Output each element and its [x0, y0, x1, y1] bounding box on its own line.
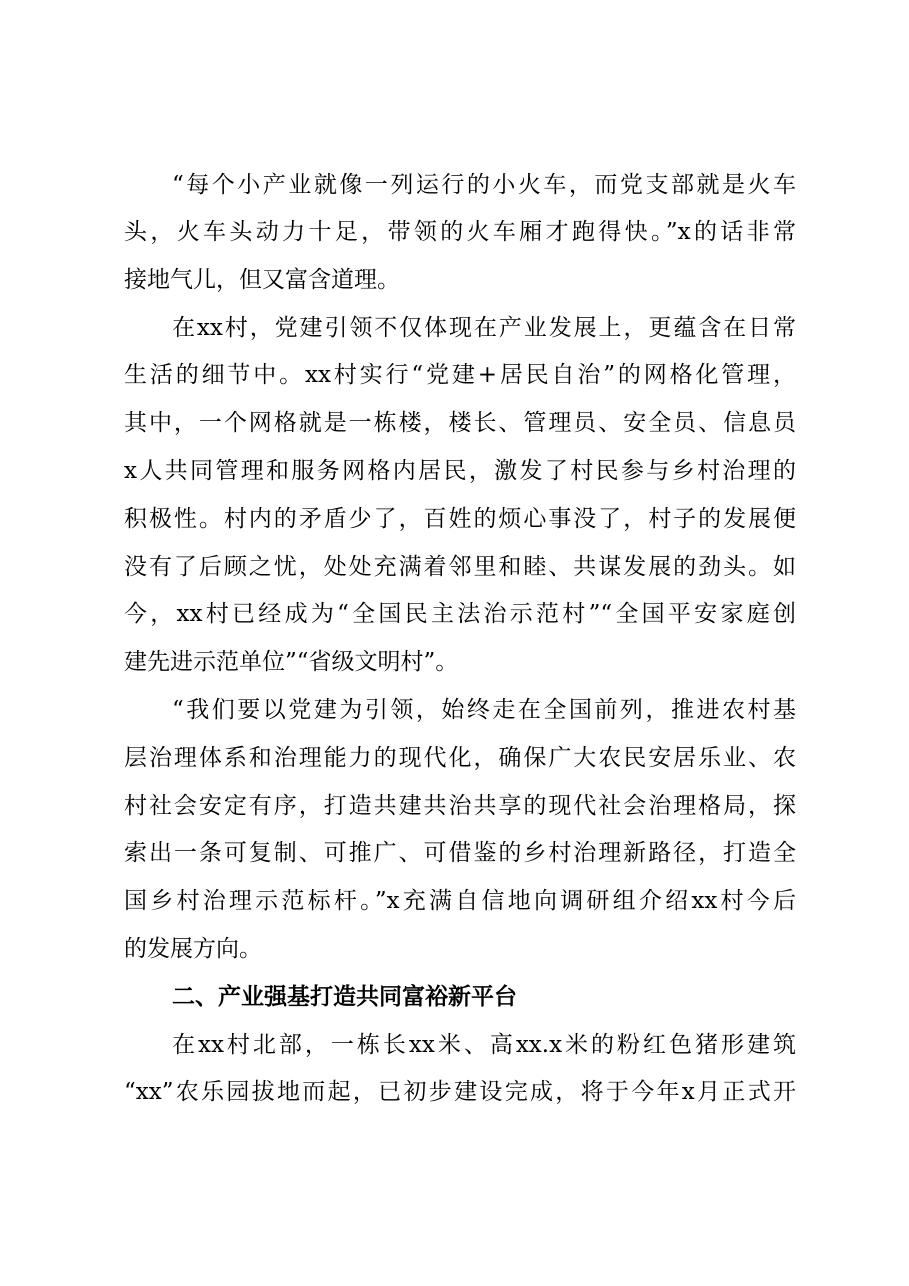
paragraph-3-line-1: “我们要以党建为引领，始终走在全国前列，推进农村基: [172, 697, 796, 723]
paragraph-2-line-4: x人共同管理和服务网格内居民，激发了村民参与乡村治理的: [124, 458, 796, 484]
paragraph-4-line-2: “xx”农乐园拔地而起，已初步建设完成，将于今年x月正式开: [124, 1079, 796, 1105]
paragraph-2-line-8: 建先进示范单位”“省级文明村”。: [124, 649, 459, 675]
paragraph-1-line-2: 头，火车头动力十足，带领的火车厢才跑得快。”x的话非常: [124, 219, 796, 245]
paragraph-3-line-3: 村社会安定有序，打造共建共治共享的现代社会治理格局，探: [124, 793, 796, 819]
section-heading: 二、产业强基打造共同富裕新平台: [172, 984, 517, 1010]
paragraph-1-line-1: “每个小产业就像一列运行的小火车，而党支部就是火车: [172, 172, 796, 198]
paragraph-2-line-3: 其中，一个网格就是一栋楼，楼长、管理员、安全员、信息员: [124, 410, 796, 436]
paragraph-2-line-1: 在xx村，党建引领不仅体现在产业发展上，更蕴含在日常: [172, 315, 796, 341]
paragraph-3-line-4: 索出一条可复制、可推广、可借鉴的乡村治理新路径，打造全: [124, 840, 796, 866]
paragraph-3-line-5: 国乡村治理示范标杆。”x充满自信地向调研组介绍xx村今后: [124, 888, 796, 914]
paragraph-2-line-5: 积极性。村内的矛盾少了，百姓的烦心事没了，村子的发展便: [124, 506, 796, 532]
paragraph-3-line-2: 层治理体系和治理能力的现代化，确保广大农民安居乐业、农: [124, 745, 796, 771]
paragraph-2-line-6: 没有了后顾之忧，处处充满着邻里和睦、共谋发展的劲头。如: [124, 554, 796, 580]
paragraph-2-line-2: 生活的细节中。xx村实行“党建+居民自治”的网格化管理，: [124, 362, 796, 388]
paragraph-2-line-7: 今，xx村已经成为“全国民主法治示范村”“全国平安家庭创: [124, 601, 796, 627]
paragraph-4-line-1: 在xx村北部，一栋长xx米、高xx.x米的粉红色猪形建筑: [172, 1032, 796, 1058]
paragraph-3-line-6: 的发展方向。: [124, 936, 262, 962]
paragraph-1-line-3: 接地气儿，但又富含道理。: [124, 267, 400, 293]
